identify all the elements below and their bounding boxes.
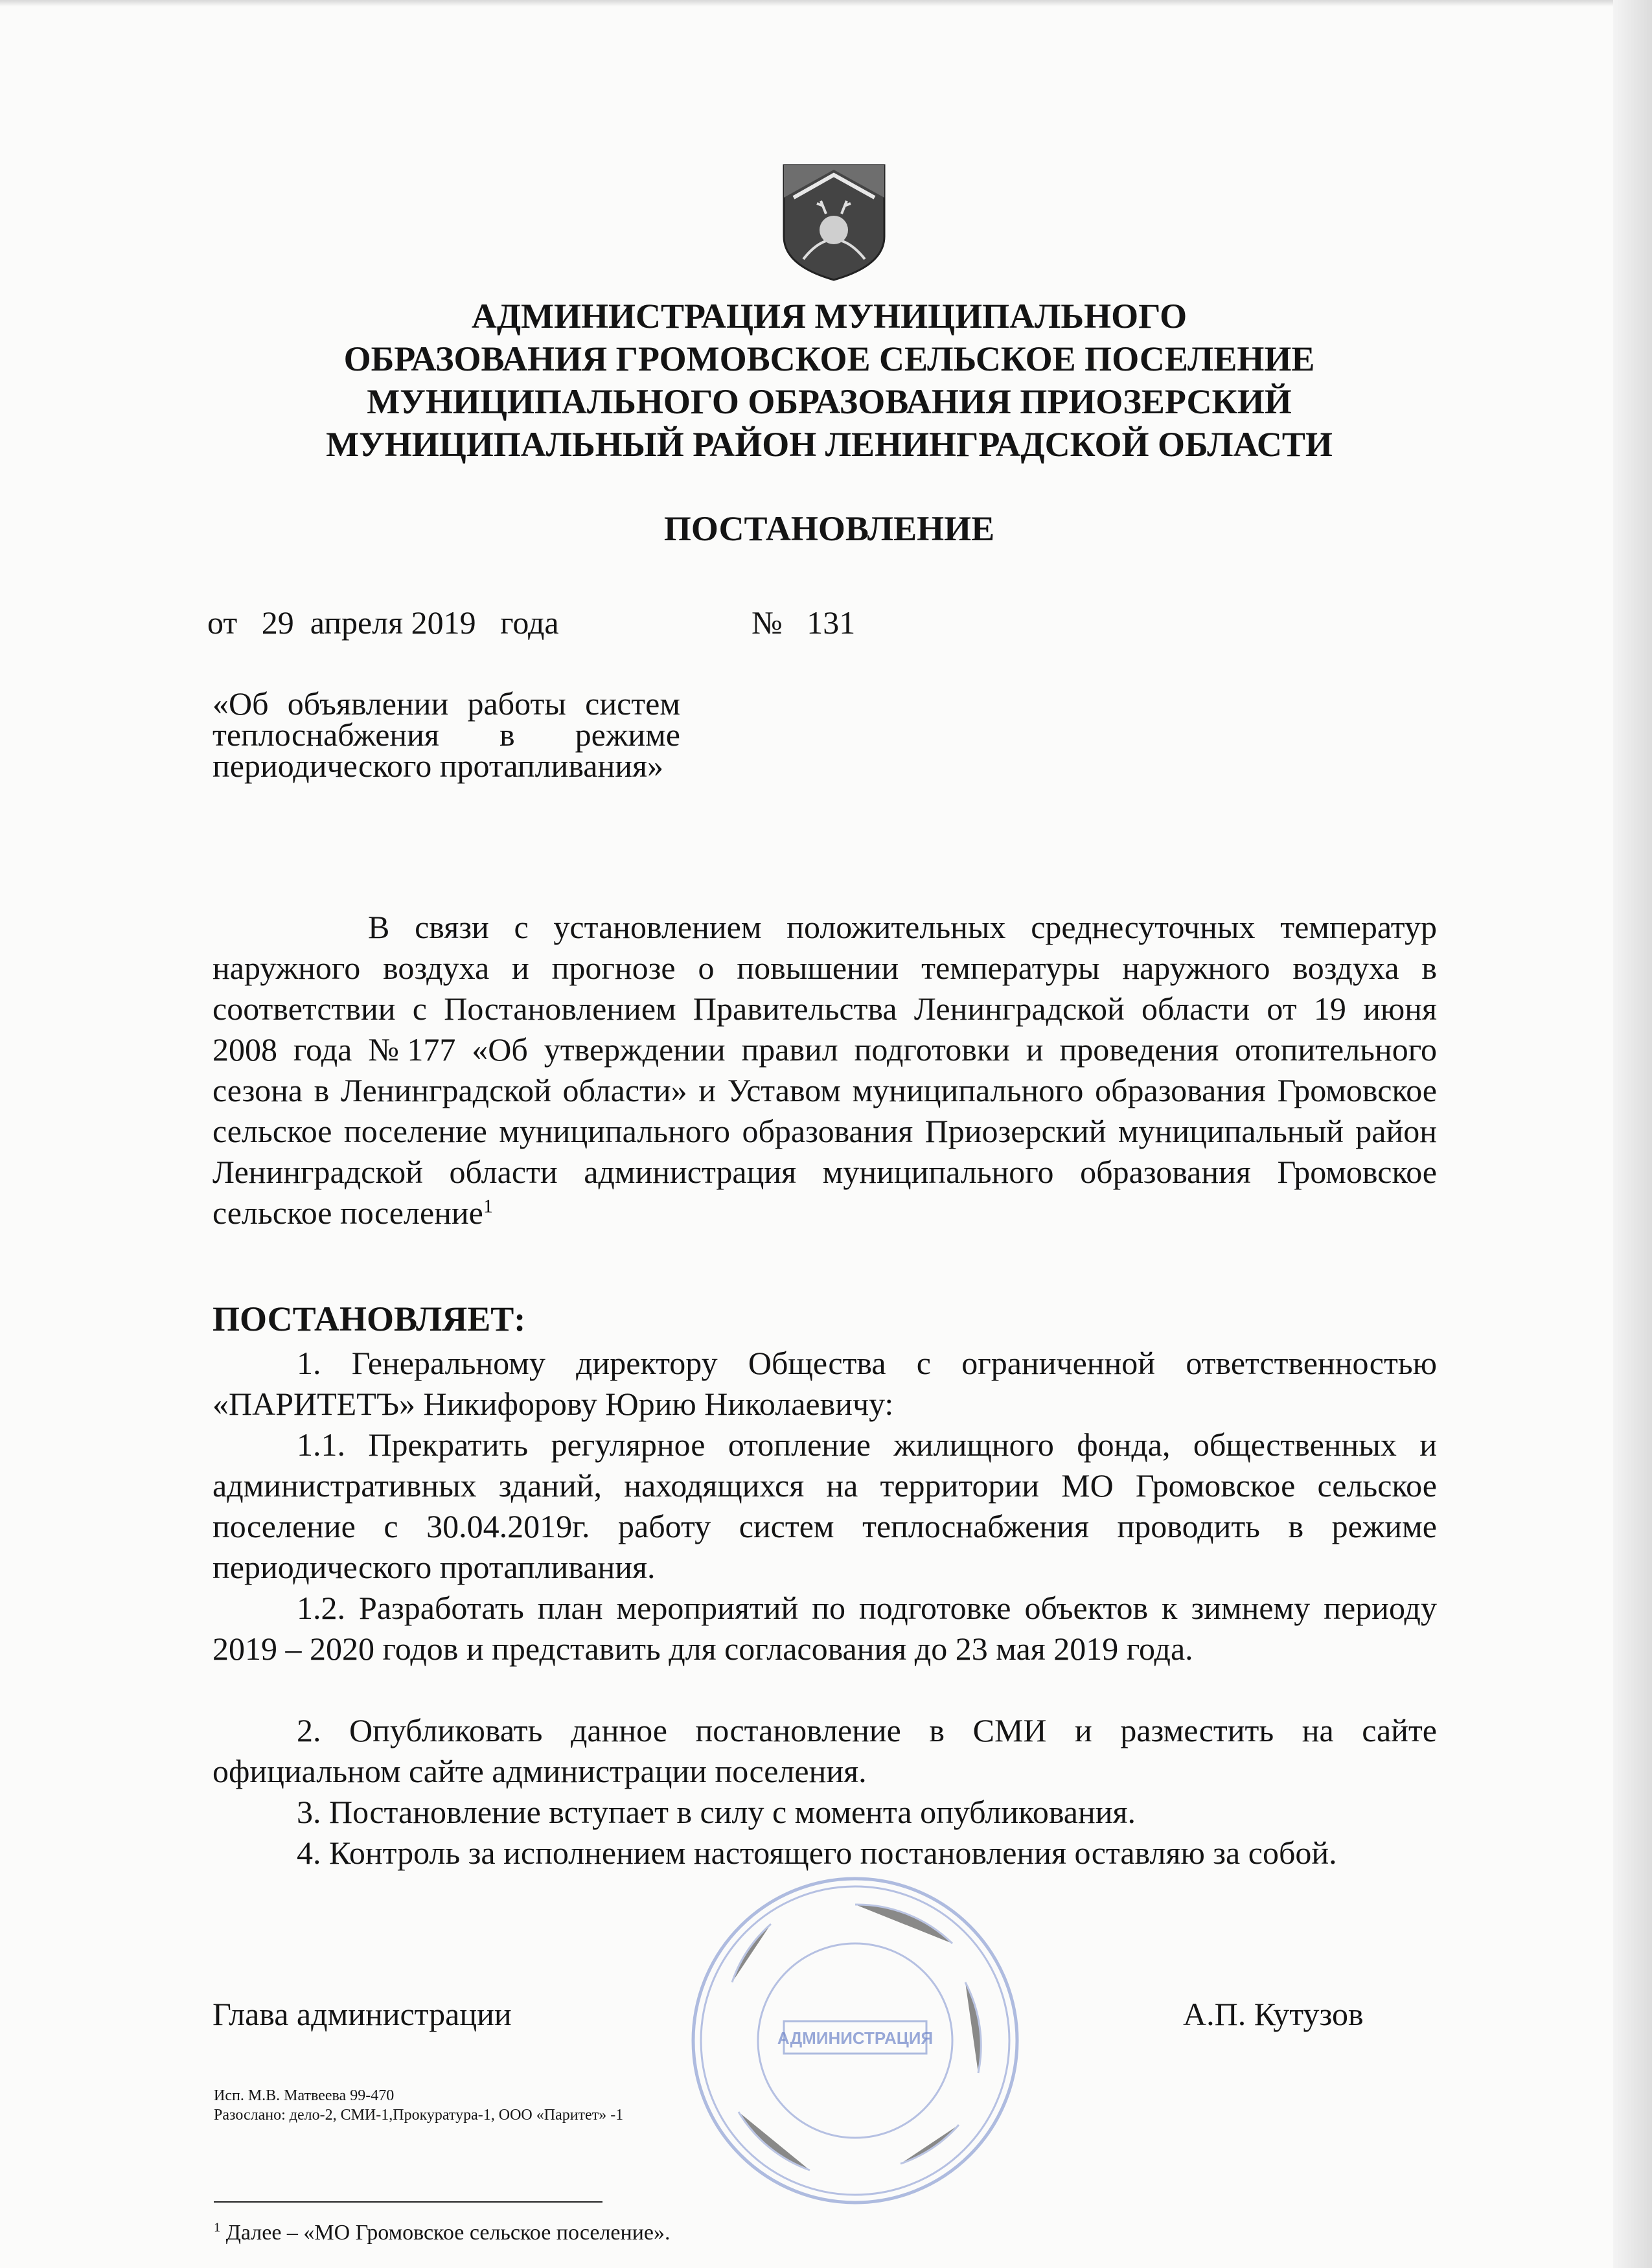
decree-item-1-2: 1.2. Разработать план мероприятий по подготовке объектов к зимнему периоду 2019 – 2020 годов и представить для согласования до 23 мая 2019 года. — [212, 1590, 1437, 1667]
document-subject: «Об объявлении работы систем теплоснабжения в режиме периодического протапливания» — [212, 685, 680, 784]
footnote-mark: 1 — [483, 1195, 493, 1217]
preamble-text: В связи с установлением положительных среднесуточных температур наружного воздуха и прогнозе о повышении температуры наружного воздуха в соответствии с Постановлением Правительства Ленинградской области от 19 июня 2008 года №177 «Об утверждении правил подготовки и проведения отопительного сезона в Ленинградской области» и Уставом муниципального образования Громовское сельское поселение муниципального образования Приозерский муниципальный район Ленинградской области администрация муниципального образования Громовское сельское поселение — [212, 909, 1437, 1231]
coat-of-arms-emblem — [781, 162, 888, 282]
decree-item-3: 3. Постановление вступает в силу с момента опубликования. — [297, 1794, 1136, 1830]
signer-title: Глава администрации — [212, 1996, 512, 2032]
scan-top-edge — [0, 0, 1652, 6]
distribution-note: Разослано: дело-2, СМИ-1,Прокуратура-1, ООО «Паритет» -1 — [214, 2107, 624, 2124]
document-type-title: ПОСТАНОВЛЕНИЕ — [663, 509, 995, 548]
organization-header — [214, 295, 1445, 466]
footnote-number: 1 — [214, 2220, 221, 2235]
header-line: ОБРАЗОВАНИЯ ГРОМОВСКОЕ СЕЛЬСКОЕ ПОСЕЛЕНИЕ — [343, 339, 1315, 378]
document-number: № 131 — [751, 604, 856, 641]
scan-right-edge — [1613, 0, 1652, 2268]
footnote-divider — [214, 2201, 602, 2203]
decree-item-1: 1. Генеральному директору Общества с ограниченной ответственностью «ПАРИТЕТЪ» Никифорову Юрию Николаевичу: — [212, 1345, 1437, 1422]
signer-name: А.П. Кутузов — [1183, 1996, 1364, 2032]
header-line: МУНИЦИПАЛЬНОГО ОБРАЗОВАНИЯ ПРИОЗЕРСКИЙ — [367, 382, 1292, 421]
official-seal-stamp — [680, 1866, 1030, 2216]
stamp-center-text: АДМИНИСТРАЦИЯ — [777, 2028, 934, 2048]
footnote — [214, 2221, 670, 2245]
header-line: АДМИНИСТРАЦИЯ МУНИЦИПАЛЬНОГО — [471, 297, 1187, 336]
decree-item-2: 2. Опубликовать данное постановление в СМИ и разместить на сайте официальном сайте администрации поселения. — [212, 1712, 1437, 1789]
preamble-paragraph — [212, 907, 1437, 1233]
executor-note: Исп. М.В. Матвеева 99-470 — [214, 2087, 395, 2104]
header-line: МУНИЦИПАЛЬНЫЙ РАЙОН ЛЕНИНГРАДСКОЙ ОБЛАСТИ — [326, 425, 1333, 464]
footnote-text: Далее – «МО Громовское сельское поселение». — [225, 2221, 671, 2245]
decree-item-1-1: 1.1. Прекратить регулярное отопление жилищного фонда, общественных и административных зданий, находящихся на территории МО Громовское сельское поселение с 30.04.2019г. работу систем теплоснабжения проводить в режиме периодического протапливания. — [212, 1426, 1437, 1585]
decree-word: ПОСТАНОВЛЯЕТ: — [212, 1300, 526, 1338]
document-date: от 29 апреля 2019 года — [207, 604, 559, 641]
decree-item-4: 4. Контроль за исполнением настоящего постановления оставляю за собой. — [297, 1835, 1337, 1871]
